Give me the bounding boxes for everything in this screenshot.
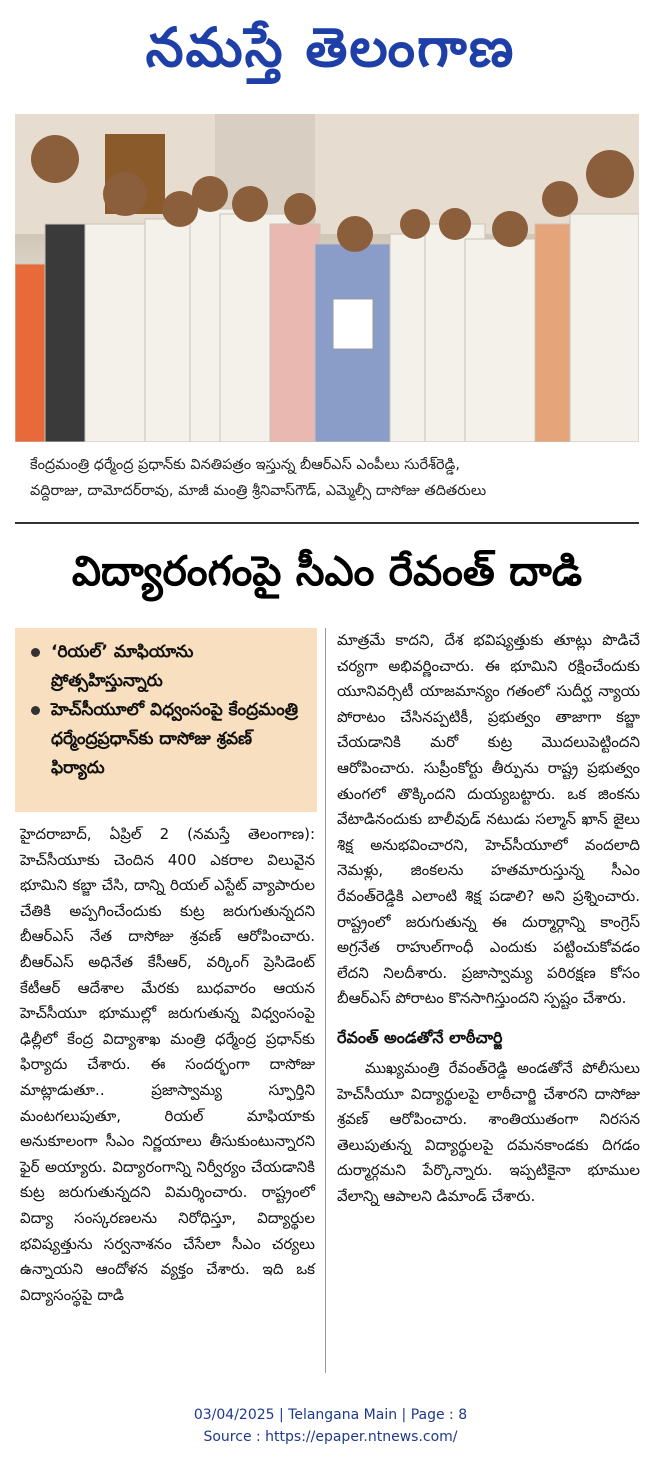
news-photo xyxy=(15,114,639,442)
group-photo-illustration xyxy=(15,114,639,442)
newspaper-title: నమస్తే తెలంగాణ xyxy=(145,15,516,79)
highlight-item xyxy=(29,696,307,783)
masthead xyxy=(0,0,661,108)
article-column-right xyxy=(337,628,640,1209)
highlights-box xyxy=(15,628,317,812)
highlight-item xyxy=(29,638,307,696)
headline-text: విద్యారంగంపై సీఎం రేవంత్ దాడి xyxy=(71,547,583,595)
bullet-icon xyxy=(31,648,40,657)
body-paragraph-2: మాత్రమే కాదని, దేశ భవిష్యత్తుకు తూట్లు పొడిచే చర్యగా అభివర్ణించారు. ఈ భూమిని రక్షించేందుకు యూనివర్సిటీ యాజమాన్యం గతంలో సుదీర్ఘ న్యాయ పోరాటం చేసినప్పటికీ, ప్రభుత్వం తాజాగా కబ్జా చేయడానికి మరో కుట్ర మొదలుపెట్టిందని ఆరోపించారు. సుప్రీంకోర్టు తీర్పును రాష్ట్ర ప్రభుత్వం తుంగలో తొక్కిందని దుయ్యబట్టారు. ఒక జింకను వేటాడినందుకు బాలీవుడ్ నటుడు సల్మాన్ ఖాన్ జైలు శిక్ష అనుభవించారని, హెచ్‌సీయూలో వందలాది నెమళ్లు, జింకలను హతమారుస్తున్న సీఎం రేవంత్‌రెడ్డికి ఎలాంటి శిక్ష పడాలి? అని ప్రశ్నించారు. రాష్ట్రంలో జరుగుతున్న ఈ దుర్మార్గాన్ని కాంగ్రెస్ అగ్రనేత రాహుల్‌గాంధీ ఎందుకు పట్టించుకోవడం లేదని నిలదీశారు. ప్రజాస్వామ్య పరిరక్షణ కోసం బీఆర్‌ఎస్ పోరాటం కొనసాగిస్తుందని స్పష్టం చేశారు. xyxy=(337,631,640,1008)
photo-caption xyxy=(30,452,630,504)
highlight-text: హెచ్‌సీయూలో విధ్వంసంపై కేంద్రమంత్రి ధర్మేంద్రప్రధాన్‌కు దాసోజు శ్రవణ్ ఫిర్యాదు xyxy=(51,700,298,778)
page-footer xyxy=(0,1404,661,1448)
photo-caption-line-2: వద్దిరాజు, దామోదర్‌రావు, మాజీ మంత్రి శ్రీనివాస్‌గౌడ్, ఎమ్మెల్సీ దాసోజు తదితరులు xyxy=(30,483,487,499)
highlight-text: ‘రియల్’ మాఫియాను ప్రోత్సహిస్తున్నారు xyxy=(51,642,194,691)
photo-caption-line-1: కేంద్రమంత్రి ధర్మేంద్ర ప్రధాన్‌కు వినతిపత్రం ఇస్తున్న బీఆర్‌ఎస్ ఎంపీలు సురేశ్‌రెడ్డి, xyxy=(30,457,460,473)
body-paragraph-1: హైదరాబాద్, ఏప్రిల్ 2 (నమస్తే తెలంగాణ): హెచ్‌సీయూకు చెందిన 400 ఎకరాల విలువైన భూమిని కబ్జా చేసి, దాన్ని రియల్ ఎస్టేట్ వ్యాపారుల చేతికి అప్పగించేందుకు కుట్ర జరుగుతున్నదని బీఆర్‌ఎస్ నేత దాసోజు శ్రవణ్ ఆరోపించారు. బీఆర్‌ఎస్ అధినేత కేసీఆర్, వర్కింగ్ ప్రెసిడెంట్ కేటీఆర్ ఆదేశాల మేరకు బుధవారం ఆయన హెచ్‌సీయూ భూముల్లో జరుగుతున్న విధ్వంసంపై ఢిల్లీలో కేంద్ర విద్యాశాఖ మంత్రి ధర్మేంద్ర ప్రధాన్‌కు ఫిర్యాదు చేశారు. ఈ సందర్భంగా దాసోజు మాట్లాడుతూ.. ప్రజాస్వామ్య స్ఫూర్తిని మంటగలుపుతూ, రియల్ మాఫియాకు అనుకూలంగా సీఎం నిర్ణయాలు తీసుకుంటున్నారని ఫైర్ అయ్యారు. విద్యారంగాన్ని నిర్వీర్యం చేయడానికి కుట్ర జరుగుతున్నదని విమర్శించారు. రాష్ట్రంలో విద్యా సంస్కరణలను నిరోధిస్తూ, విద్యార్థుల భవిష్యత్తును సర్వనాశనం చేసేలా సీఎం చర్యలు ఉన్నాయని ఆందోళన వ్యక్తం చేశారు. ఇది ఒక విద్యాసంస్థపై దాడి xyxy=(20,825,315,1304)
body-paragraph-3: ముఖ్యమంత్రి రేవంత్‌రెడ్డి అండతోనే పోలీసులు హెచ్‌సీయూ విద్యార్థులపై లాఠీచార్జి చేశారని దాసోజు శ్రవణ్ ఆరోపించారు. శాంతియుతంగా నిరసన తెలుపుతున్న విద్యార్థులపై దమనకాండకు దిగడం దుర్మార్గమని పేర్కొన్నారు. ఇప్పటికైనా భూముల వేలాన్ని ఆపాలని డిమాండ్ చేశారు. xyxy=(337,1058,640,1205)
edition-info: 03/04/2025 | Telangana Main | Page : 8 xyxy=(193,1407,468,1423)
article-subheading: రేవంత్ అండతోనే లాఠీచార్జి xyxy=(337,1027,503,1047)
source-link[interactable]: Source : https://epaper.ntnews.com/ xyxy=(203,1429,458,1445)
bullet-icon xyxy=(31,706,40,715)
article-column-left xyxy=(20,822,315,1308)
column-divider xyxy=(325,628,326,1373)
section-divider xyxy=(15,522,639,524)
article-headline xyxy=(15,530,639,622)
